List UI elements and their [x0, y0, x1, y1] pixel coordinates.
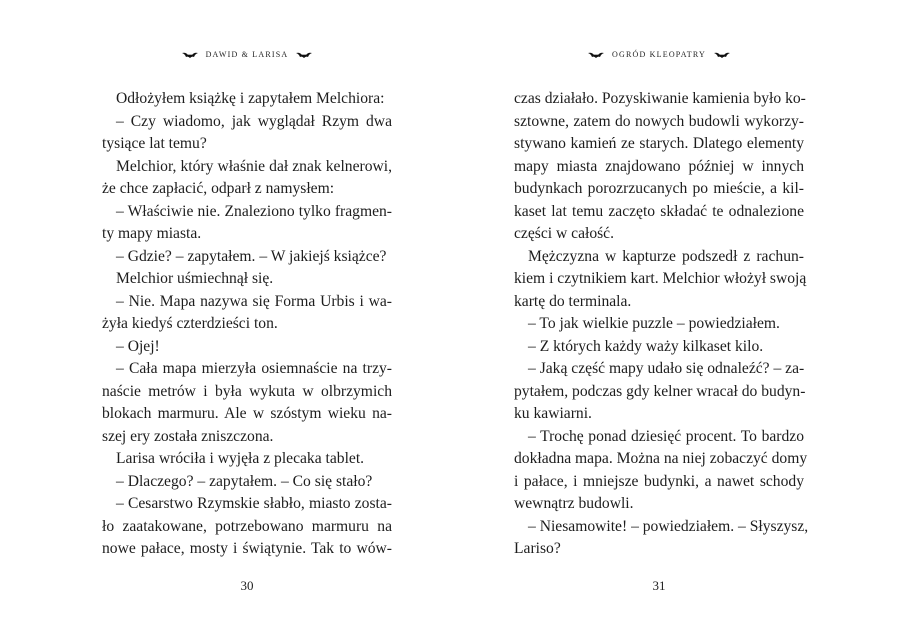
text-line: stywano kamień ze starych. Dlatego elementy: [514, 135, 804, 152]
text-line: kartę do terminala.: [514, 292, 632, 310]
text-line: ku kawiarni.: [514, 405, 592, 422]
text-line: blokach marmuru. Ale w szóstym wieku na-: [102, 405, 392, 422]
running-head-right: [514, 50, 804, 59]
text-line: kaset lat temu zaczęto składać te odnalezione: [514, 202, 804, 220]
bat-ornament-icon: [182, 51, 198, 59]
text-line: części w całość.: [514, 225, 615, 242]
running-head-left: [102, 50, 392, 59]
right-page: [450, 0, 900, 644]
text-line: Larisa wróciła i wyjęła z plecaka tablet.: [116, 450, 365, 467]
text-line: – To jak wielkie puzzle – powiedziałem.: [528, 315, 780, 332]
text-line: – Niesamowite! – powiedziałem. – Słyszysz,: [528, 517, 809, 535]
bat-ornament-icon: [588, 51, 604, 59]
text-line: Melchior uśmiechnął się.: [116, 270, 274, 287]
text-line: Mężczyzna w kapturze podszedł z rachun-: [528, 247, 804, 265]
text-line: tysiące lat temu?: [102, 135, 207, 152]
page-number: 31: [652, 578, 666, 593]
bat-ornament-icon: [714, 51, 730, 59]
text-line: – Dlaczego? – zapytałem. – Co się stało?: [116, 472, 373, 490]
text-line: Odłożyłem książkę i zapytałem Melchiora:: [116, 90, 385, 107]
running-head-title: OGRÓD KLEOPATRY: [612, 50, 706, 59]
body-text: [514, 88, 809, 561]
text-line: – Właściwie nie. Znaleziono tylko fragmen-: [116, 202, 392, 220]
running-head-title: DAWID & LARISA: [205, 50, 289, 59]
body-text: [102, 88, 392, 561]
text-line: mapy miasta znajdowano później w innych: [514, 157, 804, 175]
text-line: żyła kiedyś czterdzieści ton.: [102, 315, 278, 332]
text-line: szej ery została zniszczona.: [102, 427, 274, 445]
text-line: – Trochę ponad dziesięć procent. To bardzo: [528, 427, 804, 445]
text-line: czas działało. Pozyskiwanie kamienia było ko-: [514, 90, 806, 107]
text-line: naście metrów i była wykuta w olbrzymich: [102, 382, 392, 400]
text-line: – Gdzie? – zapytałem. – W jakiejś książce?: [116, 247, 387, 265]
text-line: sztowne, zatem do nowych budowli wykorzy-: [514, 112, 804, 130]
text-line: – Jaką część mapy udało się odnaleźć? – za-: [528, 360, 805, 377]
text-line: ty mapy miasta.: [102, 225, 202, 242]
text-line: że chce zapłacić, odparł z namysłem:: [102, 180, 335, 197]
text-line: Lariso?: [514, 540, 561, 557]
text-line: – Z których każdy waży kilkaset kilo.: [528, 337, 764, 355]
text-line: Melchior, który właśnie dał znak kelnerowi,: [116, 157, 392, 175]
text-line: kiem i czytnikiem kart. Melchior włożył swoją: [514, 270, 807, 287]
bat-ornament-icon: [296, 51, 312, 59]
text-line: i pałace, i mniejsze budynki, a nawet schody: [514, 472, 804, 490]
text-line: – Ojej!: [116, 337, 160, 355]
text-line: – Cała mapa mierzyła osiemnaście na trzy-: [116, 360, 392, 377]
text-line: – Nie. Mapa nazywa się Forma Urbis i wa-: [116, 292, 392, 310]
text-line: nowe pałace, mosty i świątynie. Tak to wów-: [102, 540, 392, 557]
text-line: – Czy wiadomo, jak wyglądał Rzym dwa: [116, 112, 392, 130]
text-line: budynkach porozrzucanych po mieście, a kil-: [514, 180, 804, 197]
text-line: dokładna mapa. Można na niej zobaczyć domy: [514, 450, 808, 467]
text-line: wewnątrz budowli.: [514, 495, 634, 512]
page-number: 30: [240, 578, 254, 593]
text-line: ło zaatakowane, potrzebowano marmuru na: [102, 517, 392, 535]
text-line: – Cesarstwo Rzymskie słabło, miasto zosta-: [116, 495, 392, 512]
text-line: pytałem, podczas gdy kelner wracał do budyn-: [514, 382, 806, 400]
